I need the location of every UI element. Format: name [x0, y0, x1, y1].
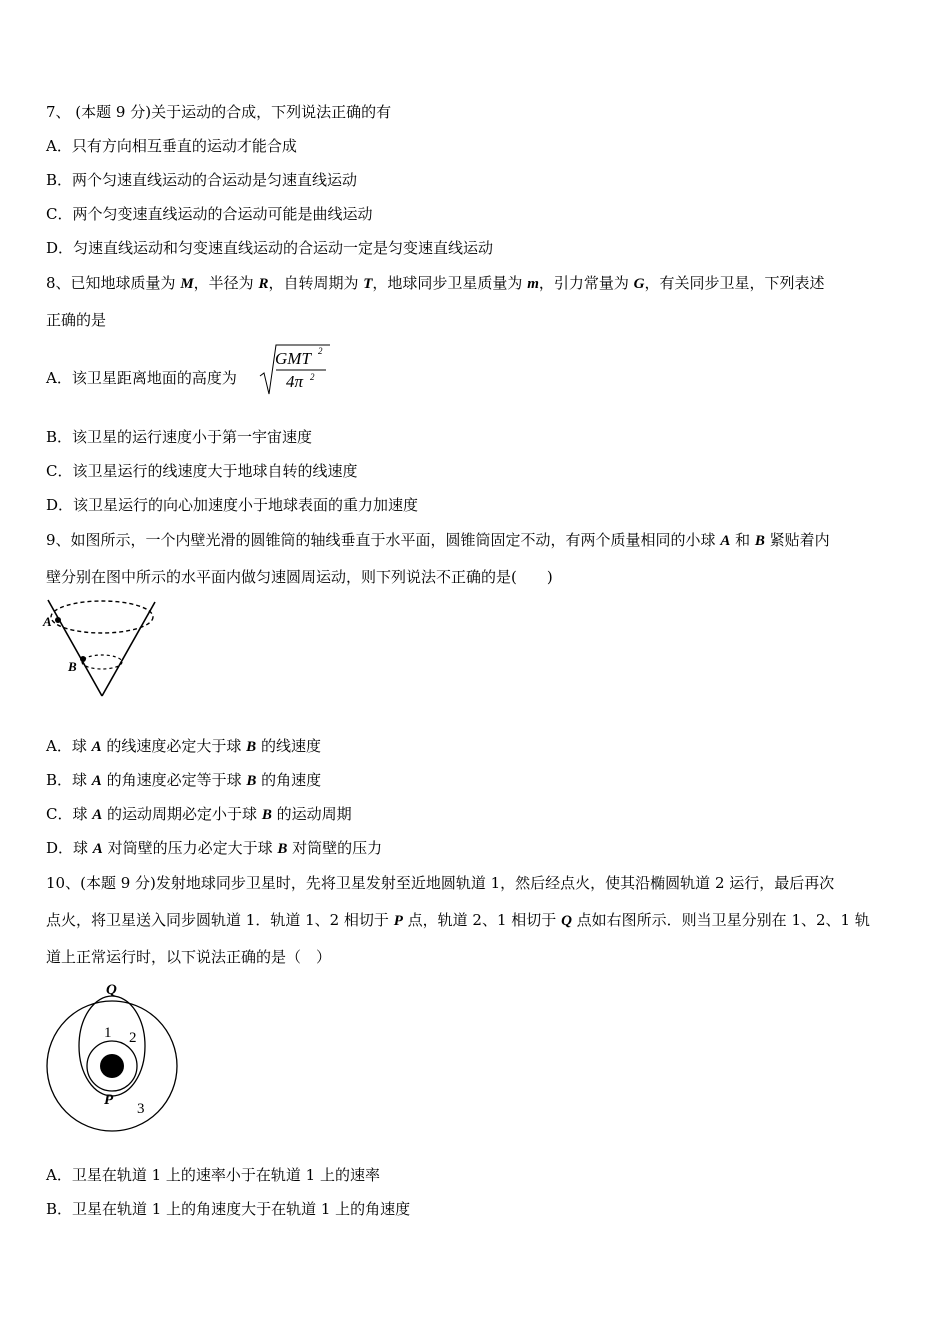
q8-option-d: D．该卫星运行的向心加速度小于地球表面的重力加速度 — [46, 496, 419, 514]
q10-option-b: B．卫星在轨道 1 上的角速度大于在轨道 1 上的角速度 — [46, 1200, 411, 1218]
q10-stem-line2: 点火，将卫星送入同步圆轨道 1．轨道 1、2 相切于 P 点，轨道 2、1 相切于 Q 点如右图所示．则当卫星分别在 1、2、1 轨 — [46, 911, 870, 929]
q9-stem-line2: 壁分别在图中所示的水平面内做匀速圆周运动，则下列说法不正确的是( ) — [46, 568, 553, 586]
q8-option-a: A．该卫星距离地面的高度为 — [46, 369, 237, 387]
q7-stem: 7、 (本题 9 分)关于运动的合成，下列说法正确的有 — [46, 103, 392, 121]
formula-denominator-exp: 2 — [310, 372, 315, 382]
q8-stem: 8、已知地球质量为 M，半径为 R，自转周期为 T，地球同步卫星质量为 m，引力常量为 G，有关同步卫星，下列表述 — [46, 274, 825, 292]
circle-b-path — [82, 655, 122, 669]
q9-option-d: D．球 A 对筒壁的压力必定大于球 B 对筒壁的压力 — [46, 839, 383, 857]
q9-option-a: A．球 A 的线速度必定大于球 B 的线速度 — [46, 737, 321, 755]
label-a: A — [43, 614, 52, 629]
q8-option-b: B．该卫星的运行速度小于第一宇宙速度 — [46, 428, 313, 446]
q10-stem-line1: 10、(本题 9 分)发射地球同步卫星时，先将卫星发射至近地圆轨道 1，然后经点火，使其沿椭圆轨道 2 运行，最后再次 — [46, 874, 835, 892]
label-p: P — [104, 1092, 114, 1108]
ball-b — [80, 656, 86, 662]
q7-option-d: D．匀速直线运动和匀变速直线运动的合运动一定是匀变速直线运动 — [46, 239, 494, 257]
formula-numerator-exp: 2 — [318, 346, 323, 356]
ball-a — [55, 617, 61, 623]
label-2: 2 — [129, 1030, 137, 1046]
circle-a-path — [51, 601, 153, 633]
label-q: Q — [106, 982, 117, 998]
formula-numerator: GMT — [275, 349, 311, 368]
orbit-2 — [79, 996, 145, 1096]
label-b: B — [68, 659, 77, 674]
formula-denominator: 4π — [286, 372, 304, 391]
label-1: 1 — [104, 1025, 112, 1041]
cone-left-edge — [48, 600, 102, 696]
q8-stem-line2: 正确的是 — [46, 311, 107, 329]
cone-right-edge — [102, 602, 155, 696]
q10-orbit-figure — [40, 976, 190, 1136]
q10-option-a: A．卫星在轨道 1 上的速率小于在轨道 1 上的速率 — [46, 1166, 380, 1184]
label-3: 3 — [137, 1101, 145, 1117]
q8-option-c: C．该卫星运行的线速度大于地球自转的线速度 — [46, 462, 358, 480]
q8-formula-sqrt — [258, 342, 338, 398]
q7-option-c: C．两个匀变速直线运动的合运动可能是曲线运动 — [46, 205, 373, 223]
q7-option-b: B．两个匀速直线运动的合运动是匀速直线运动 — [46, 171, 358, 189]
q9-option-c: C．球 A 的运动周期必定小于球 B 的运动周期 — [46, 805, 352, 823]
earth — [100, 1054, 124, 1078]
q9-stem: 9、如图所示，一个内壁光滑的圆锥筒的轴线垂直于水平面，圆锥筒固定不动，有两个质量相同的小球 A 和 B 紧贴着内 — [46, 531, 830, 549]
q9-option-b: B．球 A 的角速度必定等于球 B 的角速度 — [46, 771, 322, 789]
q9-cone-figure — [40, 596, 170, 706]
q7-option-a: A．只有方向相互垂直的运动才能合成 — [46, 137, 297, 155]
q10-stem-line3: 道上正常运行时，以下说法正确的是（ ） — [46, 948, 332, 966]
